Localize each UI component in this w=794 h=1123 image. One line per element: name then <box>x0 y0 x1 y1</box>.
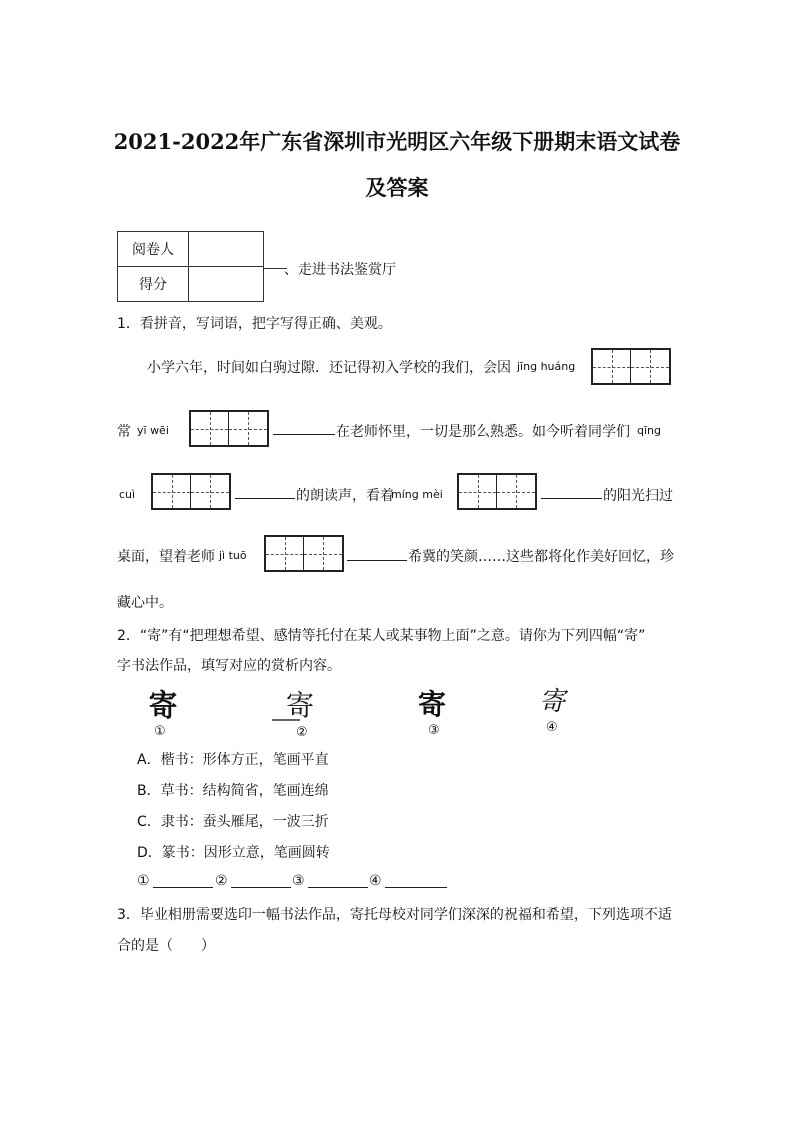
reviewer-label: 阅卷人 <box>118 232 189 267</box>
q2-option-d: D．篆书：因形立意，笔画圆转 <box>137 845 330 861</box>
writing-box-5[interactable] <box>264 535 344 572</box>
q2-option-b: B．草书：结构简省，笔画连绵 <box>137 783 329 799</box>
q1-line3-text2: 的阳光扫过 <box>603 488 673 504</box>
score-label: 得分 <box>118 267 189 302</box>
q1-prompt: 1．看拼音，写词语，把字写得正确、美观。 <box>117 316 392 332</box>
document-title-line1: 2021-2022年广东省深圳市光明区六年级下册期末语文试卷 <box>113 129 681 154</box>
calligraphy-sample-4: 寄 <box>539 687 566 717</box>
answer-blank-4[interactable] <box>541 497 602 499</box>
reviewer-cell[interactable] <box>189 232 264 267</box>
sample-2-stroke <box>272 719 300 721</box>
answer-blank-q2-4[interactable] <box>385 886 447 888</box>
answer-blank-2[interactable] <box>273 433 335 435</box>
q1-line2-start: 常 <box>117 424 131 440</box>
q1-pinyin-4: míng mèi <box>391 488 443 501</box>
calligraphy-sample-1: 寄 <box>148 689 178 724</box>
answer-blank-q2-1[interactable] <box>153 886 213 888</box>
answer-blank-q2-3[interactable] <box>308 886 368 888</box>
calligraphy-sample-3: 寄 <box>418 688 447 721</box>
q3-line2: 合的是（ ） <box>117 938 215 954</box>
writing-box-4[interactable] <box>457 473 537 510</box>
sample-label-2: ② <box>296 725 308 740</box>
calligraphy-sample-2: 寄 <box>286 689 315 722</box>
sample-label-1: ① <box>154 724 166 739</box>
answer-label-3: ③ <box>292 873 305 889</box>
answer-blank-q2-2[interactable] <box>231 886 291 888</box>
q1-pinyin-3b: cuì <box>119 488 136 501</box>
q1-line1-text: 小学六年，时间如白驹过隙．还记得初入学校的我们，会因 <box>147 360 511 376</box>
sample-label-3: ③ <box>428 723 440 738</box>
q1-line2-text: 在老师怀里，一切是那么熟悉。如今听着同学们 <box>336 424 630 440</box>
q1-line3-text1: 的朗读声，看着 <box>296 488 394 504</box>
q1-line5: 藏心中。 <box>117 595 173 611</box>
q2-option-c: C．隶书：蚕头雁尾，一波三折 <box>137 814 329 830</box>
writing-box-2[interactable] <box>189 410 269 447</box>
answer-blank-5[interactable] <box>347 559 407 561</box>
q2-prompt-line1: 2．“寄”有“把理想希望、感情等托付在某人或某事物上面”之意。请你为下列四幅“寄” <box>117 628 646 644</box>
q1-line4-text: 希冀的笑颜……这些都将化作美好回忆，珍 <box>408 549 674 565</box>
q2-option-a: A．楷书：形体方正，笔画平直 <box>137 752 329 768</box>
document-title-line2: 及答案 <box>365 175 429 200</box>
score-table <box>117 231 264 302</box>
q3-line1: 3．毕业相册需要选印一幅书法作品，寄托母校对同学们深深的祝福和希望，下列选项不适 <box>117 907 672 923</box>
q1-pinyin-5: jì tuō <box>219 549 247 562</box>
q1-line4-start: 桌面，望着老师 <box>117 549 215 565</box>
q1-pinyin-3: qīng <box>637 424 661 437</box>
q1-pinyin-2: yī wēi <box>137 424 169 437</box>
q1-pinyin-1: jīng huáng <box>517 360 576 373</box>
answer-blank-3[interactable] <box>235 497 295 499</box>
writing-box-1[interactable] <box>591 348 671 385</box>
writing-box-3[interactable] <box>151 473 231 510</box>
q2-prompt-line2: 字书法作品，填写对应的赏析内容。 <box>117 658 341 674</box>
sample-label-4: ④ <box>546 720 558 735</box>
answer-label-1: ① <box>137 873 150 889</box>
answer-label-4: ④ <box>369 873 382 889</box>
score-cell[interactable] <box>189 267 264 302</box>
answer-label-2: ② <box>215 873 228 889</box>
section-title: 、走进书法鉴赏厅 <box>284 262 396 278</box>
